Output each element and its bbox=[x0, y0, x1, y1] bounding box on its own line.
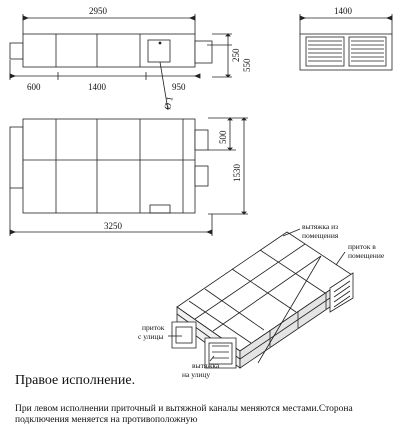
dim-height-total: 550 bbox=[242, 58, 252, 72]
dim-width: 1400 bbox=[334, 6, 352, 16]
dim-duct-height: 500 bbox=[218, 130, 228, 144]
dim-front-height: 1530 bbox=[232, 164, 242, 182]
dim-left-offset: 600 bbox=[27, 82, 41, 92]
dim-overall-length: 2950 bbox=[89, 6, 107, 16]
dim-right: 950 bbox=[172, 82, 186, 92]
label-exhaust-from-room-line1: вытяжка из bbox=[302, 222, 339, 231]
side-view bbox=[300, 14, 392, 70]
label-supply-from-street-line2: с улицы bbox=[138, 332, 164, 341]
top-view bbox=[10, 14, 232, 110]
caption-right-version: Правое исполнение. bbox=[15, 373, 136, 388]
label-supply-from-street-line1: приток bbox=[142, 323, 165, 332]
dim-duct-diameter: Ø 1 bbox=[162, 95, 175, 111]
label-supply-to-room-line1: приток в bbox=[348, 242, 376, 251]
label-supply-to-room-line2: помещение bbox=[348, 251, 385, 260]
label-exhaust-from-room-line2: помещения bbox=[302, 231, 339, 240]
dim-middle: 1400 bbox=[88, 82, 106, 92]
dim-front-length: 3250 bbox=[104, 221, 122, 231]
front-view bbox=[10, 118, 248, 236]
isometric-view bbox=[168, 229, 353, 368]
label-exhaust-to-street-line2: на улицу bbox=[182, 370, 211, 379]
note-left-version: При левом исполнении приточный и вытяжной каналы меняются местами.Сторона подключения меняется на противоположную bbox=[15, 404, 353, 425]
dim-height-small: 250 bbox=[231, 48, 241, 62]
label-exhaust-to-street-line1: вытяжка bbox=[192, 361, 220, 370]
